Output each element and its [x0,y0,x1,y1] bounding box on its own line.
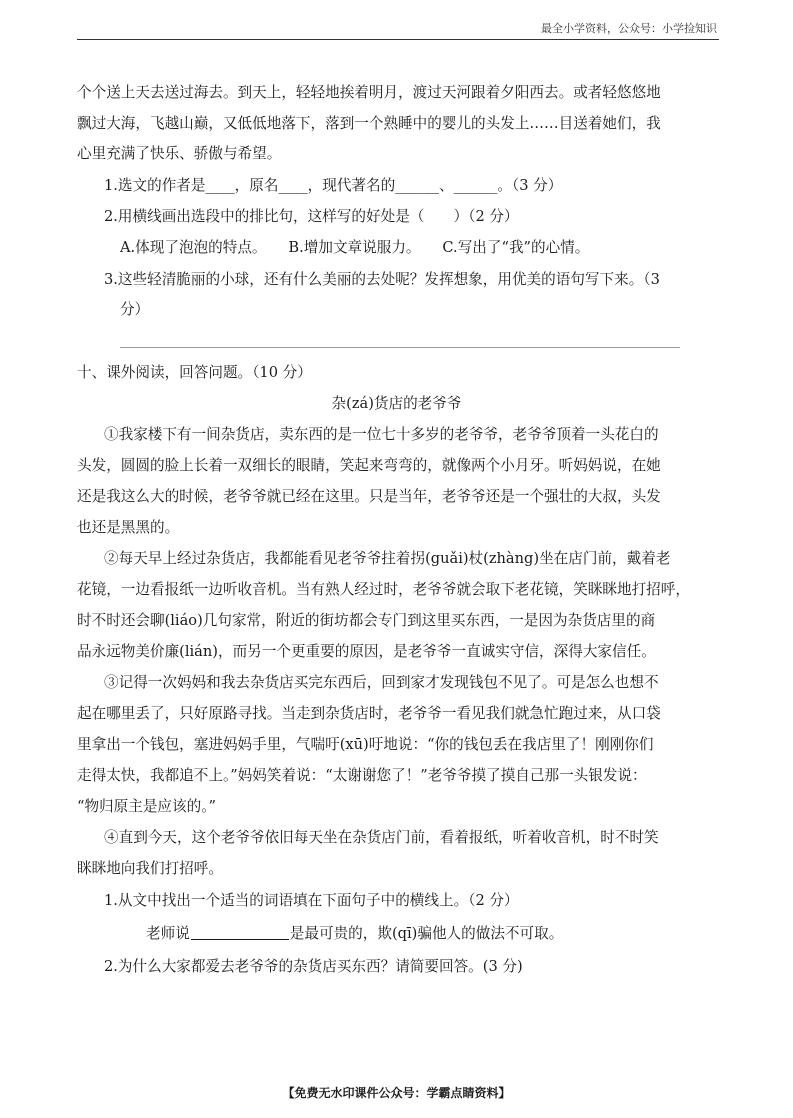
question-10-1-sentence [146,924,563,944]
header-rule [77,39,719,40]
paragraph-1-line: 头发，圆圆的脸上长着一双细长的眼睛，笑起来弯弯的，就像两个小月牙。听妈妈说，在她 [77,457,661,474]
passage-line: 心里充满了快乐、骄傲与希望。 [77,145,282,162]
paragraph-3-line: 里拿出一个钱包，塞进妈妈手里，气喘吁(xū)吁地说：“你的钱包丢在我店里了！刚刚你们 [77,736,654,753]
question-9-3: 3.这些轻清脆丽的小球，还有什么美丽的去处呢？发挥想象，用优美的语句写下来。（3 [104,271,660,288]
page-header: 最全小学资料，公众号：小学捡知识 [541,22,717,35]
question-9-2: 2.用横线画出选段中的排比句，这样写的好处是（ ）（2 分） [104,208,519,225]
passage-line: 个个送上天去送过海去。到天上，轻轻地挨着明月，渡过天河跟着夕阳西去。或者轻悠悠地 [77,84,661,101]
article-title: 杂(zá)货店的老爷爷 [331,395,462,412]
question-10-1-prefix: 老师说 [146,925,190,942]
paragraph-4-line: 眯眯地向我们打招呼。 [77,860,223,877]
question-10-2: 2.为什么大家都爱去老爷爷的杂货店买东西？请简要回答。(3 分) [104,958,523,975]
paragraph-3-line: 起在哪里丢了，只好原路寻找。当走到杂货店时，老爷爷一看见我们就急忙跑过来，从口袋 [77,705,661,722]
paragraph-3-line: “物归原主是应该的。” [77,798,216,815]
paragraph-1-line: 也还是黑黑的。 [77,519,180,536]
question-9-1: 1.选文的作者是____，原名____，现代著名的______、______。（3 分） [104,177,563,194]
fill-blank[interactable] [191,925,289,940]
paragraph-2-line: 品永远物美价廉(lián)，而另一个更重要的原因，是老爷爷一直诚实守信，深得大家信任。 [77,643,656,660]
question-9-3-cont: 分） [120,301,150,318]
question-9-2-options: A.体现了泡泡的特点。 B.增加文章说服力。 C.写出了“我”的心情。 [120,239,590,256]
paragraph-2-line: 时不时还会聊(liáo)几句家常，附近的街坊都会专门到这里买东西，一是因为杂货店里的商 [77,612,656,629]
paragraph-3-line: ③记得一次妈妈和我去杂货店买完东西后，回到家才发现钱包不见了。可是怎么也想不 [104,674,659,691]
paragraph-2-line: 花镜，一边看报纸一边听收音机。当有熟人经过时，老爷爷就会取下老花镜，笑眯眯地打招呼， [77,581,690,598]
paragraph-3-line: 走得太快，我都追不上。”妈妈笑着说：“太谢谢您了！”老爷爷摸了摸自己那一头银发说： [77,767,647,784]
answer-line [120,347,680,348]
question-10-1-suffix: 是最可贵的，欺(qī)骗他人的做法不可取。 [289,925,564,942]
paragraph-2-line: ②每天早上经过杂货店，我都能看见老爷爷拄着拐(guǎi)杖(zhàng)坐在店门前，戴着老 [104,550,671,567]
page-footer: 【免费无水印课件公众号：学霸点睛资料】 [282,1086,511,1100]
paragraph-1-line: 还是我这么大的时候，老爷爷就已经在这里。只是当年，老爷爷还是一个强壮的大叔，头发 [77,488,661,505]
paragraph-1-line: ①我家楼下有一间杂货店，卖东西的是一位七十多岁的老爷爷，老爷爷顶着一头花白的 [104,426,659,443]
paragraph-4-line: ④直到今天，这个老爷爷依旧每天坐在杂货店门前，看着报纸，听着收音机，时不时笑 [104,829,659,846]
passage-line: 飘过大海，飞越山巅，又低低地落下，落到一个熟睡中的婴儿的头发上……目送着她们，我 [77,115,661,132]
section-10-heading: 十、课外阅读，回答问题。（10 分） [77,364,312,381]
question-10-1: 1.从文中找出一个适当的词语填在下面句子中的横线上。（2 分） [104,892,519,909]
